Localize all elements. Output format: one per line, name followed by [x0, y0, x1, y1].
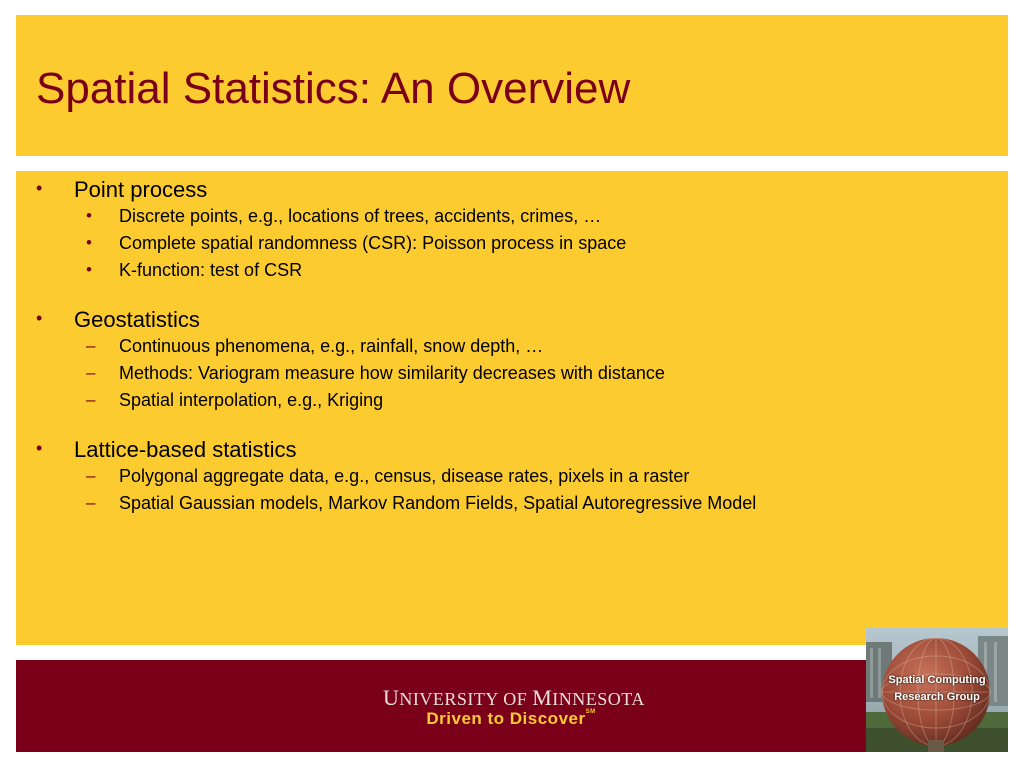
section-heading — [16, 307, 1008, 334]
dash-icon: – — [86, 466, 96, 485]
bullet-icon: • — [86, 206, 92, 225]
list-item — [16, 361, 1008, 388]
list-item — [16, 334, 1008, 361]
list-item-text: Spatial Gaussian models, Markov Random Fields, Spatial Autoregressive Model — [119, 493, 757, 513]
slide-title: Spatial Statistics: An Overview — [36, 64, 631, 113]
list-item — [16, 231, 1008, 258]
section-label: Lattice-based statistics — [74, 437, 297, 462]
dash-icon: – — [86, 363, 96, 382]
bullet-icon: • — [36, 178, 43, 198]
content-band — [16, 171, 1008, 645]
section-point-process — [16, 177, 1008, 285]
tagline-text: Driven to Discover — [426, 709, 586, 728]
list-item — [16, 464, 1008, 491]
section-geostatistics — [16, 307, 1008, 415]
list-item — [16, 204, 1008, 231]
bullet-icon: • — [36, 438, 43, 458]
list-item-text: Methods: Variogram measure how similarity decreases with distance — [119, 363, 665, 383]
tagline — [386, 709, 636, 729]
section-label: Point process — [74, 177, 208, 202]
bullet-icon: • — [86, 233, 92, 252]
bullet-icon: • — [86, 260, 92, 279]
section-spacer — [16, 415, 1008, 437]
section-lattice — [16, 437, 1008, 518]
section-label: Geostatistics — [74, 307, 200, 332]
list-item-text: Spatial interpolation, e.g., Kriging — [119, 390, 384, 410]
dash-icon: – — [86, 493, 96, 512]
list-item-text: Complete spatial randomness (CSR): Poisson process in space — [119, 233, 627, 253]
research-group-logo — [866, 628, 1008, 752]
logo-text: Spatial Computing Research Group — [888, 674, 986, 703]
section-heading — [16, 177, 1008, 204]
bullet-list — [16, 177, 1008, 518]
list-item — [16, 258, 1008, 285]
list-item — [16, 491, 1008, 518]
section-spacer — [16, 285, 1008, 307]
list-item-text: Continuous phenomena, e.g., rainfall, snow depth, … — [119, 336, 544, 356]
dash-icon: – — [86, 336, 96, 355]
dash-icon: – — [86, 390, 96, 409]
section-heading — [16, 437, 1008, 464]
university-wordmark: UNIVERSITY OF MINNESOTA — [383, 685, 645, 710]
list-item-text: K-function: test of CSR — [119, 260, 303, 280]
list-item-text: Discrete points, e.g., locations of trees, accidents, crimes, … — [119, 206, 602, 226]
bullet-icon: • — [36, 308, 43, 328]
footer-band — [16, 660, 1008, 752]
list-item-text: Polygonal aggregate data, e.g., census, disease rates, pixels in a raster — [119, 466, 690, 486]
title-band — [16, 15, 1008, 156]
list-item — [16, 388, 1008, 415]
service-mark: SM — [585, 709, 596, 715]
